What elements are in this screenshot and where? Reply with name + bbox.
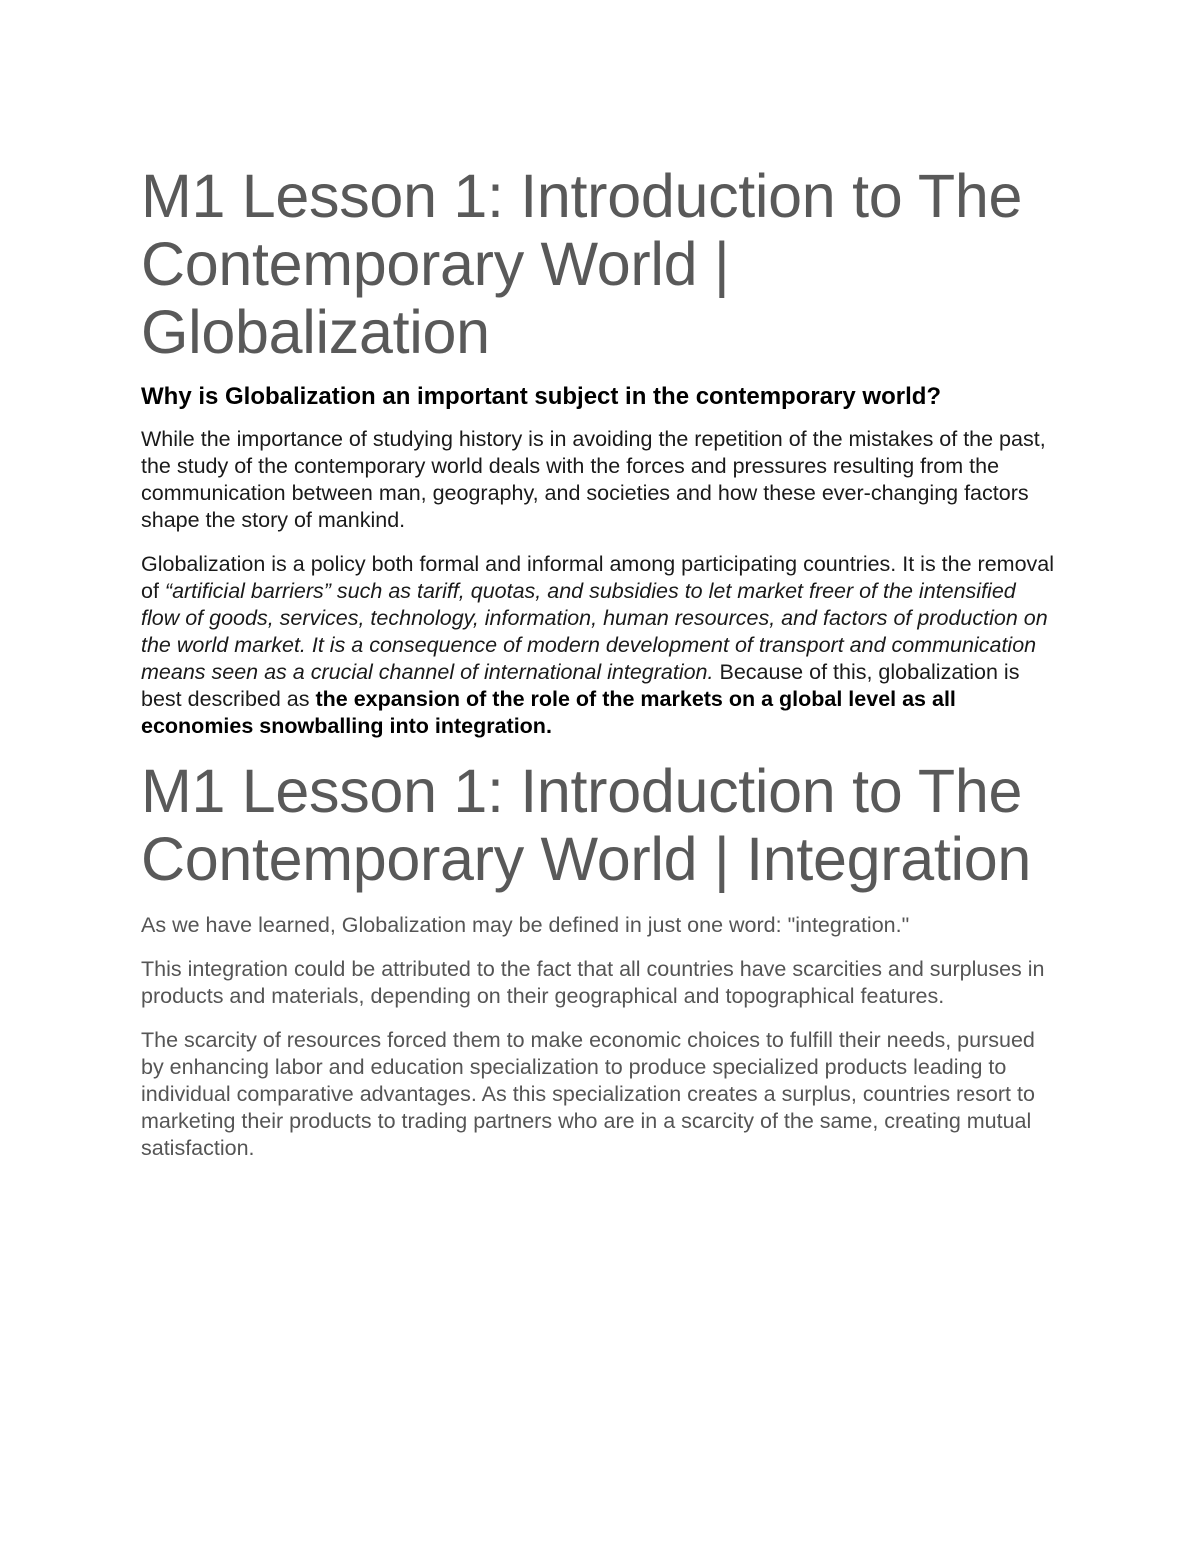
document-page: [141, 162, 1059, 1179]
section-2-title: M1 Lesson 1: Introduction to The Contemporary World | Integration: [141, 757, 1032, 893]
section-1-question: Why is Globalization an important subject in the contemporary world?: [141, 383, 942, 410]
section-1-paragraph-1: While the importance of studying history is in avoiding the repetition of the mistakes of the past, the study of the contemporary world deals with the forces and pressures resulting from the communication between man, geography, and societies and how these ever-changing factors shape the story of mankind.: [141, 427, 1046, 532]
paragraph-2-intro: Globalization is a policy both formal and informal among participating countries. It is the removal of: [141, 552, 1055, 603]
section-1-title: M1 Lesson 1: Introduction to The Contemporary World | Globalization: [141, 162, 1023, 366]
section-1-paragraph-2: [141, 551, 1059, 740]
section-2-paragraph-3: The scarcity of resources forced them to make economic choices to fulfill their needs, pursued by enhancing labor and education specialization to produce specialized products leading to individual comparative advantages. As this specialization creates a surplus, countries resort to marketing their products to trading partners who are in a scarcity of the same, creating mutual satisfaction.: [141, 1028, 1035, 1160]
paragraph-2-middle: Because of this, globalization is best described as: [141, 660, 1020, 711]
section-2-paragraph-2: This integration could be attributed to the fact that all countries have scarcities and surpluses in products and materials, depending on their geographical and topographical features.: [141, 957, 1045, 1008]
paragraph-2-italic: “artificial barriers” such as tariff, quotas, and subsidies to let market freer of the intensified flow of goods, services, technology, information, human resources, and factors of production on the world market. It is a consequence of modern development of transport and communication means seen as a crucial channel of international integration.: [141, 579, 1048, 684]
paragraph-2-bold: the expansion of the role of the markets on a global level as all economies snowballing into integration.: [141, 687, 956, 738]
section-2-paragraph-1: As we have learned, Globalization may be defined in just one word: "integration.": [141, 913, 910, 937]
